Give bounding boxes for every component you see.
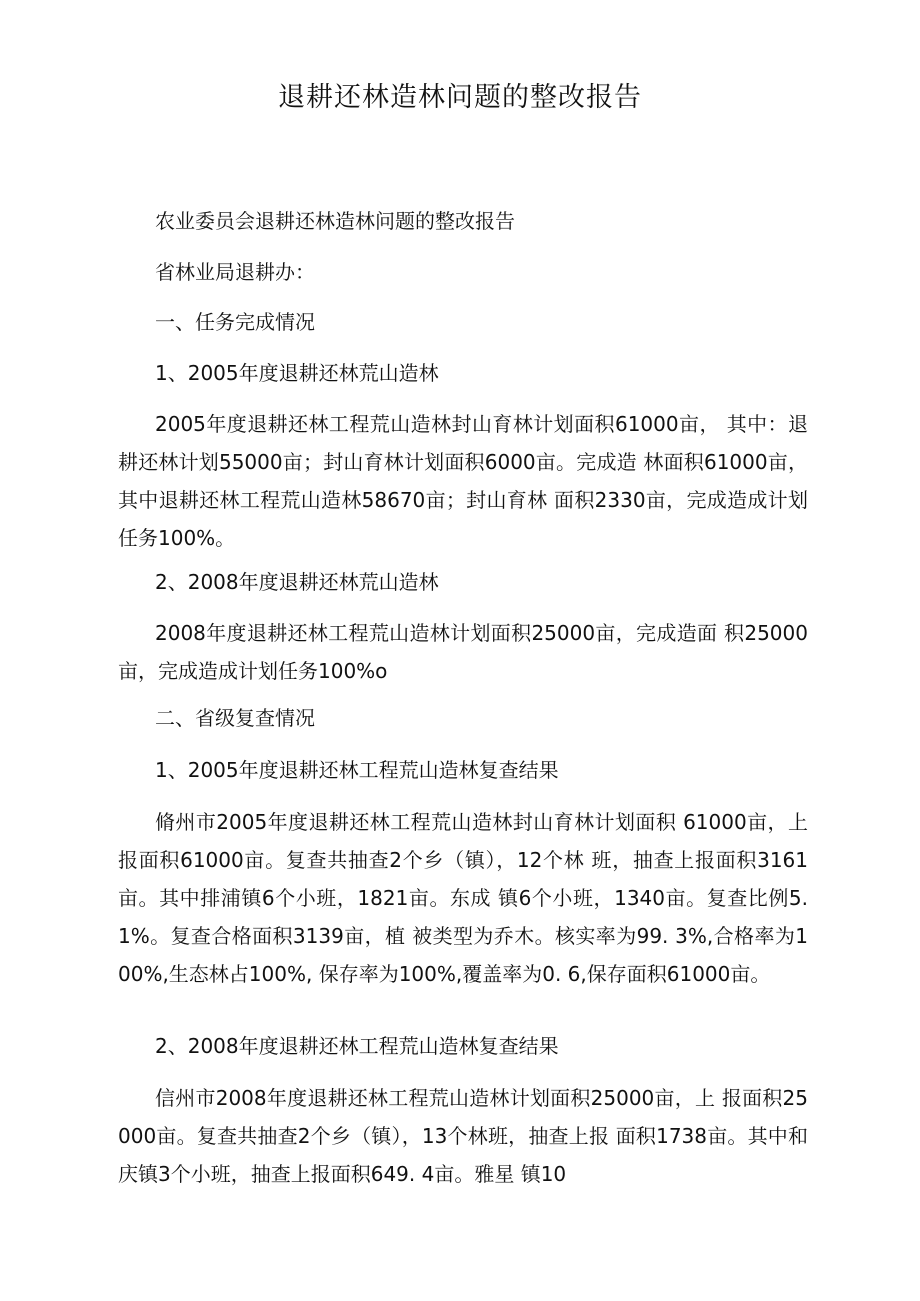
paragraph-2005-review-results: 脩州市2005年度退耕还林工程荒山造林封山育林计划面积 61000亩，上报面积61000亩。复查共抽查2个乡（镇），12个林 班，抽查上报面积3161亩。其中排浦镇6个小班，1821亩。东成 镇6个小班，1340亩。复查比例5.1%。复查合格面积3139亩，植 被类型为乔木。核实率为99. 3%,合格率为100%,生态林占100%, 保存率为100%,覆盖率为0. 6,保存面积61000亩。 (118, 810, 808, 986)
paragraph-heading-committee: 农业委员会退耕还林造林问题的整改报告 (155, 209, 515, 233)
paragraph-2005-details: 2005年度退耕还林工程荒山造林封山育林计划面积61000亩， 其中：退耕还林计划55000亩；封山育林计划面积6000亩。完成造 林面积61000亩，其中退耕还林工程荒山造林58670亩；封山育林 面积2330亩，完成造成计划任务100%。 (118, 412, 808, 550)
section-heading-task-completion: 一、任务完成情况 (155, 310, 315, 334)
subsection-heading-2005: 1、2005年度退耕还林荒山造林 (155, 361, 439, 385)
subsection-heading-2005-review: 1、2005年度退耕还林工程荒山造林复查结果 (155, 758, 559, 782)
paragraph-2008-review-results: 信州市2008年度退耕还林工程荒山造林计划面积25000亩，上 报面积25000亩。复查共抽查2个乡（镇），13个林班，抽查上报 面积1738亩。其中和庆镇3个小班，抽查上报面积649. 4亩。雅星 镇10 (118, 1086, 808, 1186)
paragraph-addressee: 省林业局退耕办： (155, 260, 315, 284)
subsection-heading-2008-review: 2、2008年度退耕还林工程荒山造林复查结果 (155, 1034, 559, 1058)
section-heading-provincial-review: 二、省级复查情况 (155, 706, 315, 730)
document-title: 退耕还林造林问题的整改报告 (278, 82, 642, 113)
subsection-heading-2008: 2、2008年度退耕还林荒山造林 (155, 570, 439, 594)
paragraph-2008-details: 2008年度退耕还林工程荒山造林计划面积25000亩，完成造面 积25000亩，完成造成计划任务100%o (118, 621, 808, 683)
